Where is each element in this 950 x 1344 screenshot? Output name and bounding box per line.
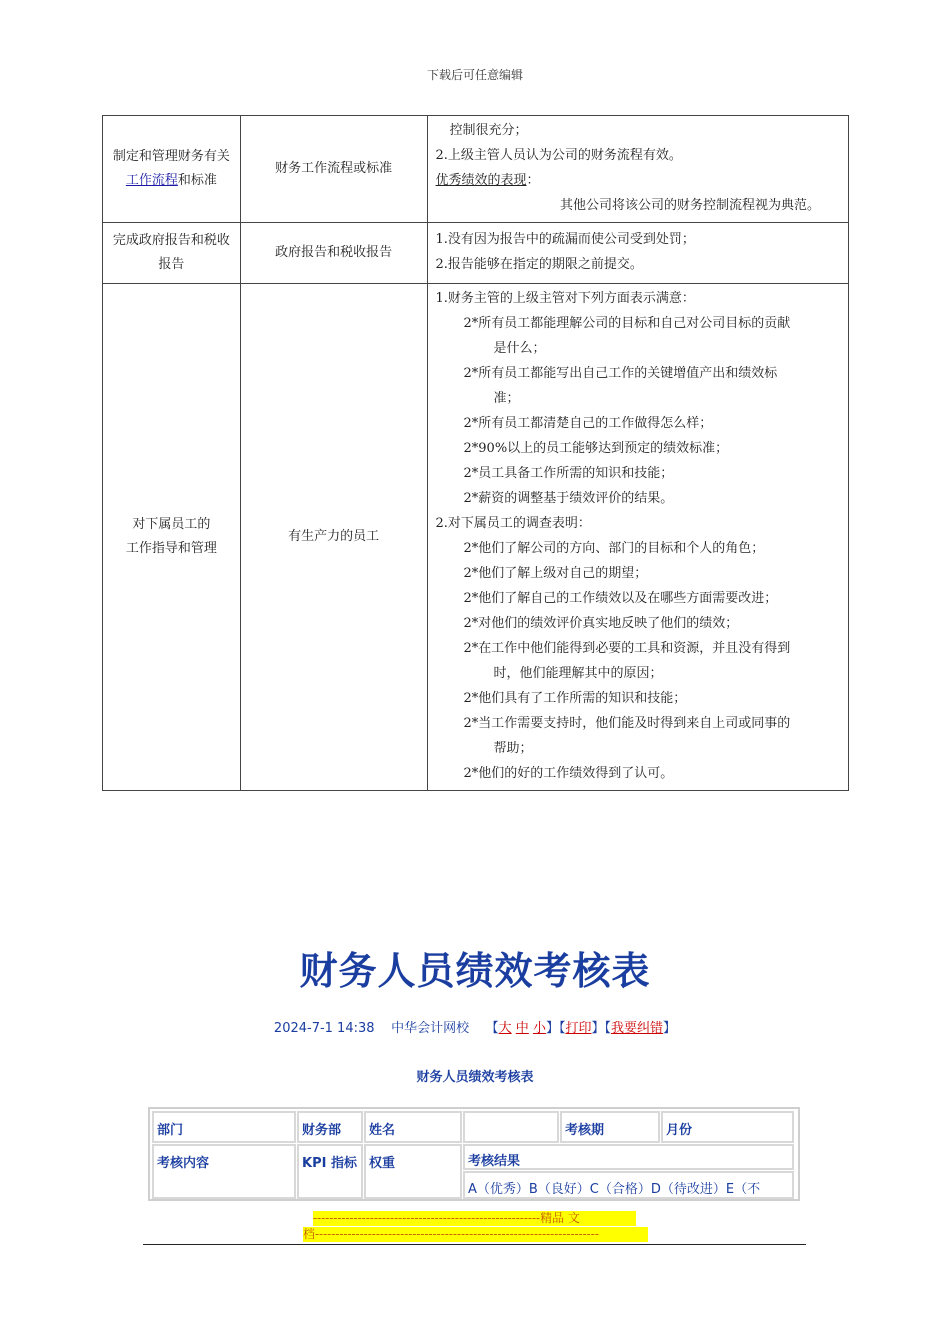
standard-line: 其他公司将该公司的财务控制流程视为典范。: [559, 198, 820, 213]
article-date: 2024-7-1 14:38: [273, 1021, 375, 1036]
header-note: 下载后可任意编辑: [426, 68, 523, 82]
period-label: 考核期: [560, 1111, 660, 1143]
table-row: [103, 284, 849, 791]
article-meta: [0, 1017, 950, 1036]
colon: ：: [526, 173, 540, 188]
standard-line: 2*在工作中他们能得到必要的工具和资源，并且没有得到: [463, 641, 791, 656]
kpi-table: [102, 115, 849, 791]
footer-line-1: --------------------------------------------------------精品 文: [313, 1211, 636, 1226]
dept-label: 部门: [152, 1111, 296, 1143]
standard-line: 2.报告能够在指定的期限之前提交。: [435, 257, 643, 272]
weight-label: 权重: [364, 1144, 462, 1199]
duty-cell: 完成政府报告和税收报告: [103, 223, 241, 284]
standard-line: 帮助；: [493, 741, 533, 756]
standard-line: 控制很充分；: [449, 123, 528, 138]
output-cell: 政府报告和税收报告: [240, 223, 427, 284]
excellent-performance-label: 优秀绩效的表现: [435, 173, 527, 188]
content-label: 考核内容: [152, 1144, 296, 1199]
standard-line: 1.没有因为报告中的疏漏而使公司受到处罚；: [435, 232, 695, 247]
font-small-link[interactable]: 小: [532, 1021, 546, 1036]
name-label: 姓名: [364, 1111, 462, 1143]
standard-line: 2*90%以上的员工能够达到预定的绩效标准；: [463, 441, 729, 456]
bracket: 【: [558, 1021, 566, 1036]
bracket: 】: [591, 1021, 605, 1036]
duty-suffix: 和标准: [177, 173, 217, 188]
standard-line: 时，他们能理解其中的原因；: [493, 666, 663, 681]
table-row: [103, 223, 849, 284]
duty-line: 对下属员工的: [132, 517, 211, 532]
standard-cell: [427, 223, 848, 284]
output-cell: 财务工作流程或标准: [240, 116, 427, 223]
standard-cell: [427, 284, 848, 791]
standard-line: 2*他们具有了工作所需的知识和技能；: [463, 691, 687, 706]
duty-line: 工作指导和管理: [125, 541, 217, 556]
bracket: 【: [485, 1021, 499, 1036]
standard-line: 2*所有员工都清楚自己的工作做得怎么样；: [463, 416, 713, 431]
standard-cell: [427, 116, 848, 223]
font-medium-link[interactable]: 中: [515, 1021, 529, 1036]
standard-line: 2*他们了解自己的工作绩效以及在哪些方面需要改进；: [463, 591, 778, 606]
grade-options: A（优秀）B（良好）C（合格）D（待改进）E（不: [463, 1171, 794, 1199]
bracket: 】: [663, 1021, 677, 1036]
standard-line: 1.财务主管的上级主管对下列方面表示满意：: [435, 291, 695, 306]
bracket: 【: [604, 1021, 612, 1036]
footer-rule: [143, 1244, 806, 1245]
standard-line: 2*他们的好的工作绩效得到了认可。: [463, 766, 674, 781]
standard-line: 2*所有员工都能理解公司的目标和自己对公司目标的贡献: [463, 316, 791, 331]
kpi-label: KPI 指标: [297, 1144, 363, 1199]
workflow-link[interactable]: 工作流程: [125, 173, 178, 188]
standard-line: 2.对下属员工的调查表明：: [435, 516, 591, 531]
standard-line: 2*他们了解上级对自己的期望；: [463, 566, 648, 581]
standard-line: 2*薪资的调整基于绩效评价的结果。: [463, 491, 674, 506]
duty-cell: [103, 284, 241, 791]
standard-line: 2.上级主管人员认为公司的财务流程有效。: [435, 148, 682, 163]
font-large-link[interactable]: 大: [498, 1021, 512, 1036]
form-subtitle: 财务人员绩效考核表: [416, 1070, 534, 1085]
article-source: 中华会计网校: [391, 1021, 470, 1036]
name-value-cell[interactable]: [463, 1111, 559, 1143]
print-link[interactable]: 打印: [565, 1021, 592, 1036]
result-label: 考核结果: [463, 1144, 794, 1170]
duty-cell: [103, 116, 241, 223]
standard-line: 2*他们了解公司的方向、部门的目标和个人的角色；: [463, 541, 765, 556]
article-title: 财务人员绩效考核表: [299, 949, 651, 993]
standard-line: 2*当工作需要支持时，他们能及时得到来自上司或同事的: [463, 716, 791, 731]
dept-value: 财务部: [297, 1111, 363, 1143]
table-row: [103, 116, 849, 223]
standard-line: 准；: [493, 391, 520, 406]
bracket: 】: [545, 1021, 559, 1036]
month-label: 月份: [661, 1111, 794, 1143]
duty-prefix: 制定和管理财务有关: [112, 149, 230, 164]
standard-line: 2*所有员工都能写出自己工作的关键增值产出和绩效标: [463, 366, 778, 381]
report-error-link[interactable]: 我要纠错: [611, 1021, 664, 1036]
standard-line: 是什么；: [493, 341, 546, 356]
output-cell: 有生产力的员工: [240, 284, 427, 791]
evaluation-form: [148, 1107, 800, 1201]
footer-line-2: 档----------------------------------------------------------------------: [303, 1227, 648, 1242]
standard-line: 2*对他们的绩效评价真实地反映了他们的绩效；: [463, 616, 739, 631]
standard-line: 2*员工具备工作所需的知识和技能；: [463, 466, 674, 481]
